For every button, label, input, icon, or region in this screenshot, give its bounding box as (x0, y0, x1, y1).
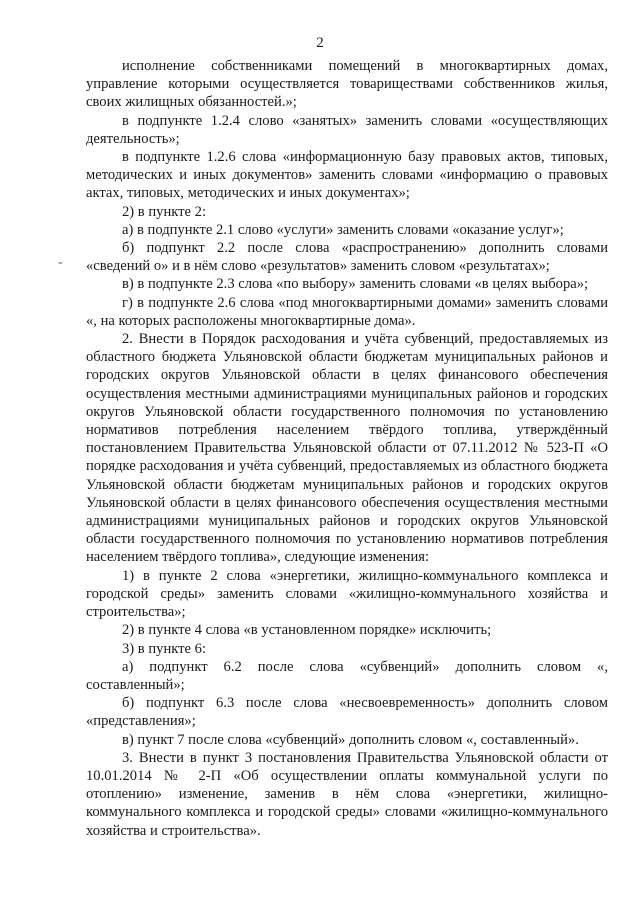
paragraph-section-3: 3. Внести в пункт 3 постановления Правительства Ульяновской области от 10.01.2014 № 2-П «Об осуществлении оплаты коммунальной услуги по отоплению» изменение, заменив в нём слова «энергетики, жилищно-коммунального комплекса и городской среды» словами «жилищно-коммунального хозяйства и строительства». (86, 749, 608, 839)
paragraph-point-2: 2) в пункте 2: (122, 203, 207, 220)
paragraph-item-3-b: б) подпункт 6.3 после слова «несвоевременность» дополнить словом «представления»; (86, 695, 608, 730)
paragraph-item-2: 2) в пункте 4 слова «в установленном порядке» исключить; (122, 622, 492, 639)
paragraph-continuation: исполнение собственниками помещений в многоквартирных домах, управление которыми осуществляется товариществами собственников жилья, своих жилищных обязанностей.»; (86, 58, 608, 111)
paragraph-subpoint-1-2-4: в подпункте 1.2.4 слово «занятых» заменить словами «осуществляющих деятельность»; (86, 112, 608, 147)
paragraph-subpoint-b: б) подпункт 2.2 после слова «распространению» дополнить словами «сведений о» и в нём слово «результатов» заменить словом «результатах»; (86, 240, 608, 275)
document-body (86, 57, 608, 840)
paragraph-item-3-a: а) подпункт 6.2 после слова «субвенций» дополнить словом «, составленный»; (86, 658, 608, 693)
paragraph-subpoint-a: а) в подпункте 2.1 слово «услуги» заменить словами «оказание услуг»; (122, 221, 564, 238)
paragraph-section-2: 2. Внести в Порядок расходования и учёта субвенций, предоставляемых из областного бюджета Ульяновской области бюджетам муниципальных районов и городских округов Ульяновской области в целях финансового обеспечения осуществления местными администрациями муниципальных районов и городских округов Ульяновской области государственного полномочия по установлению нормативов потребления населением твёрдого топлива, утверждённый постановлением Правительства Ульяновской области от 07.11.2012 № 523-П «О порядке расходования и учёта субвенций, предоставляемых из областного бюджета Ульяновской области бюджетам муниципальных районов и городских округов Ульяновской области в целях финансового обеспечения осуществления местными администрациями муниципальных районов и городских округов Ульяновской области государственного полномочия по установлению нормативов потребления населением твёрдого топлива», следующие изменения: (86, 331, 608, 566)
page-number: 2 (316, 35, 324, 51)
paragraph-item-3: 3) в пункте 6: (122, 640, 207, 657)
paragraph-subpoint-1-2-6: в подпункте 1.2.6 слова «информационную базу правовых актов, типовых, методических и иных документов» заменить словами «информацию о правовых актах, типовых, методических и иных документах»; (86, 149, 608, 202)
margin-dash-mark: - (58, 255, 63, 270)
paragraph-item-3-v: в) пункт 7 после слова «субвенций» дополнить словом «, составленный». (122, 731, 579, 748)
paragraph-subpoint-v: в) в подпункте 2.3 слова «по выбору» заменить словами «в целях выбора»; (122, 276, 589, 293)
paragraph-subpoint-g: г) в подпункте 2.6 слова «под многоквартирными домами» заменить словами «, на которых расположены многоквартирные дома». (86, 294, 608, 329)
paragraph-item-1: 1) в пункте 2 слова «энергетики, жилищно-коммунального комплекса и городской среды» заменить словами «жилищно-коммунального хозяйства и строительства»; (86, 567, 608, 621)
